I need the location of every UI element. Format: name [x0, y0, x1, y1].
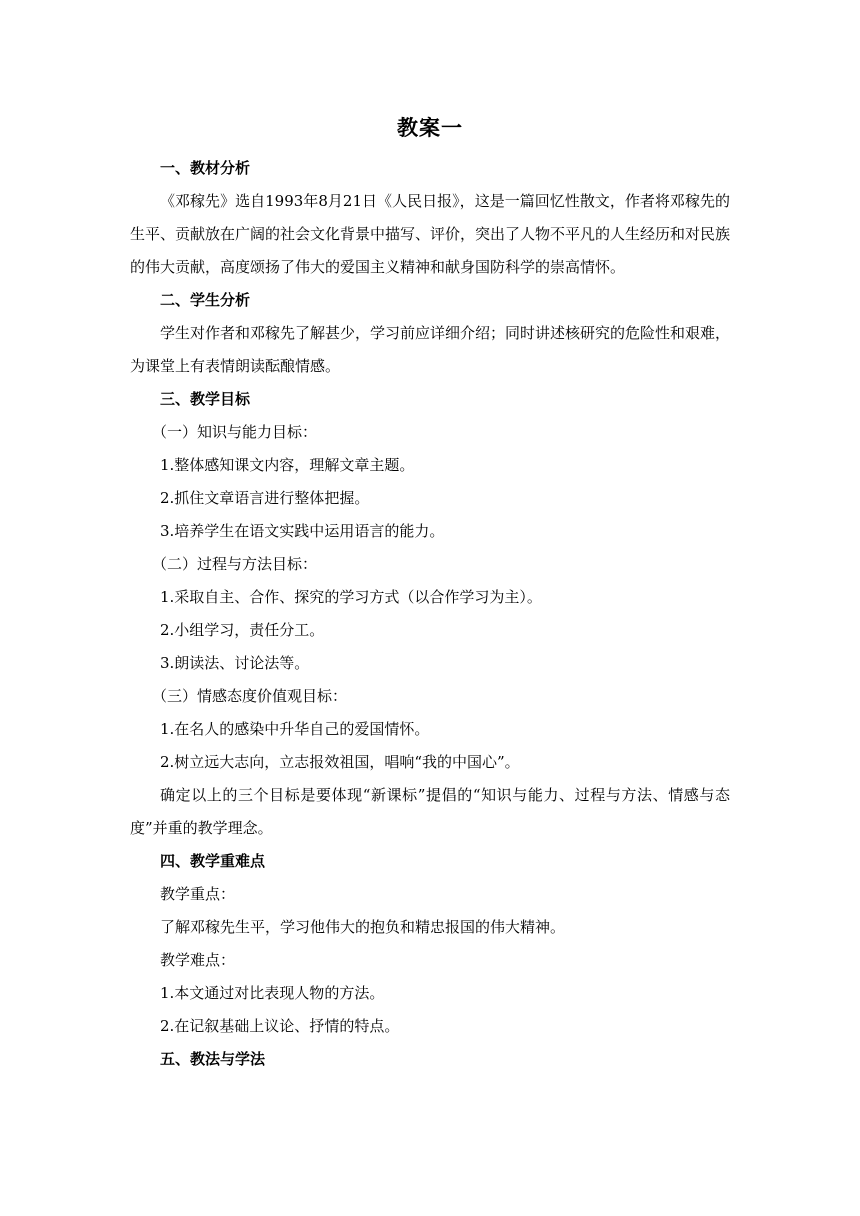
subheading-process-method: （二）过程与方法目标：: [152, 555, 318, 573]
list-item: 1.整体感知课文内容，理解文章主题。: [160, 456, 415, 474]
text-teaching-focus: 了解邓稼先生平，学习他伟大的抱负和精忠报国的伟大精神。: [160, 918, 566, 936]
label-teaching-focus: 教学重点：: [160, 885, 236, 903]
list-item: 2.小组学习，责任分工。: [160, 621, 325, 639]
list-item: 1.在名人的感染中升华自己的爱国情怀。: [160, 720, 430, 738]
section-heading-teaching-goals: 三、教学目标: [160, 390, 251, 408]
subheading-knowledge-ability: （一）知识与能力目标：: [152, 423, 318, 441]
list-item: 1.本文通过对比表现人物的方法。: [160, 984, 385, 1002]
document-body: [130, 152, 730, 1076]
paragraph-student-analysis: 学生对作者和邓稼先了解甚少，学习前应详细介绍；同时讲述核研究的危险性和艰难，为课堂上有表情朗读酝酿情感。: [130, 324, 731, 375]
subheading-emotion-values: （三）情感态度价值观目标：: [152, 687, 348, 705]
list-item: 2.树立远大志向，立志报效祖国，唱响“我的中国心”。: [160, 753, 520, 771]
paragraph-textbook-analysis: 《邓稼先》选自1993年8月21日《人民日报》，这是一篇回忆性散文，作者将邓稼先的生平、贡献放在广阔的社会文化背景中描写、评价，突出了人物不平凡的人生经历和对民族的伟大贡献，高度颂扬了伟大的爱国主义精神和献身国防科学的崇高情怀。: [130, 192, 731, 276]
label-teaching-difficulty: 教学难点：: [160, 951, 236, 969]
list-item: 3.朗读法、讨论法等。: [160, 654, 310, 672]
list-item: 3.培养学生在语文实践中运用语言的能力。: [160, 522, 445, 540]
list-item: 1.采取自主、合作、探究的学习方式（以合作学习为主）。: [160, 588, 542, 606]
paragraph-goals-summary: 确定以上的三个目标是要体现“新课标”提倡的“知识与能力、过程与方法、情感与态度”并重的教学理念。: [130, 786, 730, 837]
section-heading-teaching-methods: 五、教法与学法: [160, 1050, 266, 1068]
section-heading-student-analysis: 二、学生分析: [160, 291, 251, 309]
document-title: 教案一: [397, 116, 463, 140]
list-item: 2.在记叙基础上议论、抒情的特点。: [160, 1017, 400, 1035]
section-heading-key-difficult-points: 四、教学重难点: [160, 852, 266, 870]
section-heading-textbook-analysis: 一、教材分析: [160, 159, 251, 177]
list-item: 2.抓住文章语言进行整体把握。: [160, 489, 370, 507]
